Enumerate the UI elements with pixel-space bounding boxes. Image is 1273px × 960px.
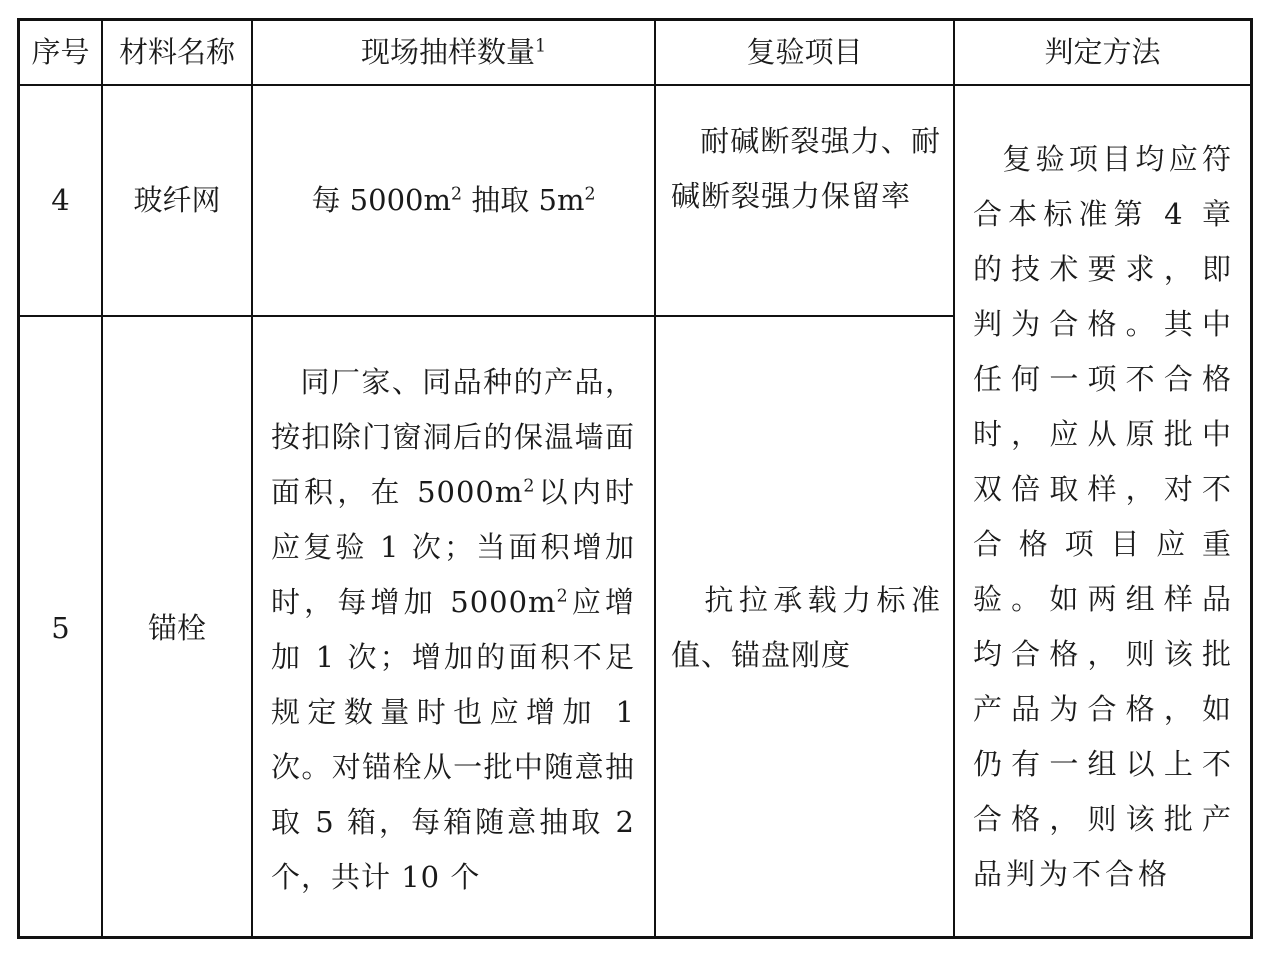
row5-retest-value: 抗拉承载力标准值、锚盘刚度 (671, 583, 941, 672)
row5-index-value: 5 (51, 610, 70, 645)
row4-material-value: 玻纤网 (133, 183, 221, 217)
header-judgement (955, 21, 1250, 84)
judgement-value: 复验项目均应符合本标准第 4 章的技术要求，即判为合格。其中任何一项不合格时，应从原批中双倍取样，对不合格项目应重验。如两组样品均合格，则该批产品为合格，如仍有一组以上不合格，则该批产品判为不合格 (973, 142, 1235, 891)
header-sampling (253, 21, 654, 84)
header-material (103, 21, 251, 84)
row4-sampling-value: 每 $5000m^2$ 抽取 $5m^2$ (311, 183, 596, 217)
spec-table (17, 18, 1253, 939)
row4-index (20, 86, 101, 315)
row5-material (103, 317, 251, 939)
row4-index-value: 4 (51, 183, 70, 217)
header-index (20, 21, 101, 84)
row4-material (103, 86, 251, 315)
row5-index (20, 317, 101, 939)
row4-sampling (253, 86, 654, 315)
header-index-label: 序号 (31, 35, 90, 69)
header-sampling-label: 现场抽样数量$^1$ (360, 35, 547, 69)
row5-material-value: 锚栓 (147, 610, 206, 645)
header-material-label: 材料名称 (118, 35, 235, 69)
judgement-cell (955, 86, 1250, 939)
row5-sampling (253, 317, 654, 939)
footnote-marker: 1 (534, 36, 547, 57)
header-retest-label: 复验项目 (746, 35, 863, 69)
row4-retest (656, 86, 953, 315)
header-judgement-label: 判定方法 (1044, 35, 1161, 69)
row5-sampling-value: 同厂家、同品种的产品，按扣除门窗洞后的保温墙面面积，在 $5000m^2$以内时应复验 1 次；当面积增加时，每增加 $5000m^2$应增加 1 次；增加的面积不足规定数量时也应增加 1 次。对锚栓从一批中随意抽取 5 箱，每箱随意抽取 2 个，共计 10 个 (271, 365, 635, 894)
row4-retest-value: 耐碱断裂强力、耐碱断裂强力保留率 (671, 124, 941, 213)
row5-retest (656, 317, 953, 939)
header-retest (656, 21, 953, 84)
